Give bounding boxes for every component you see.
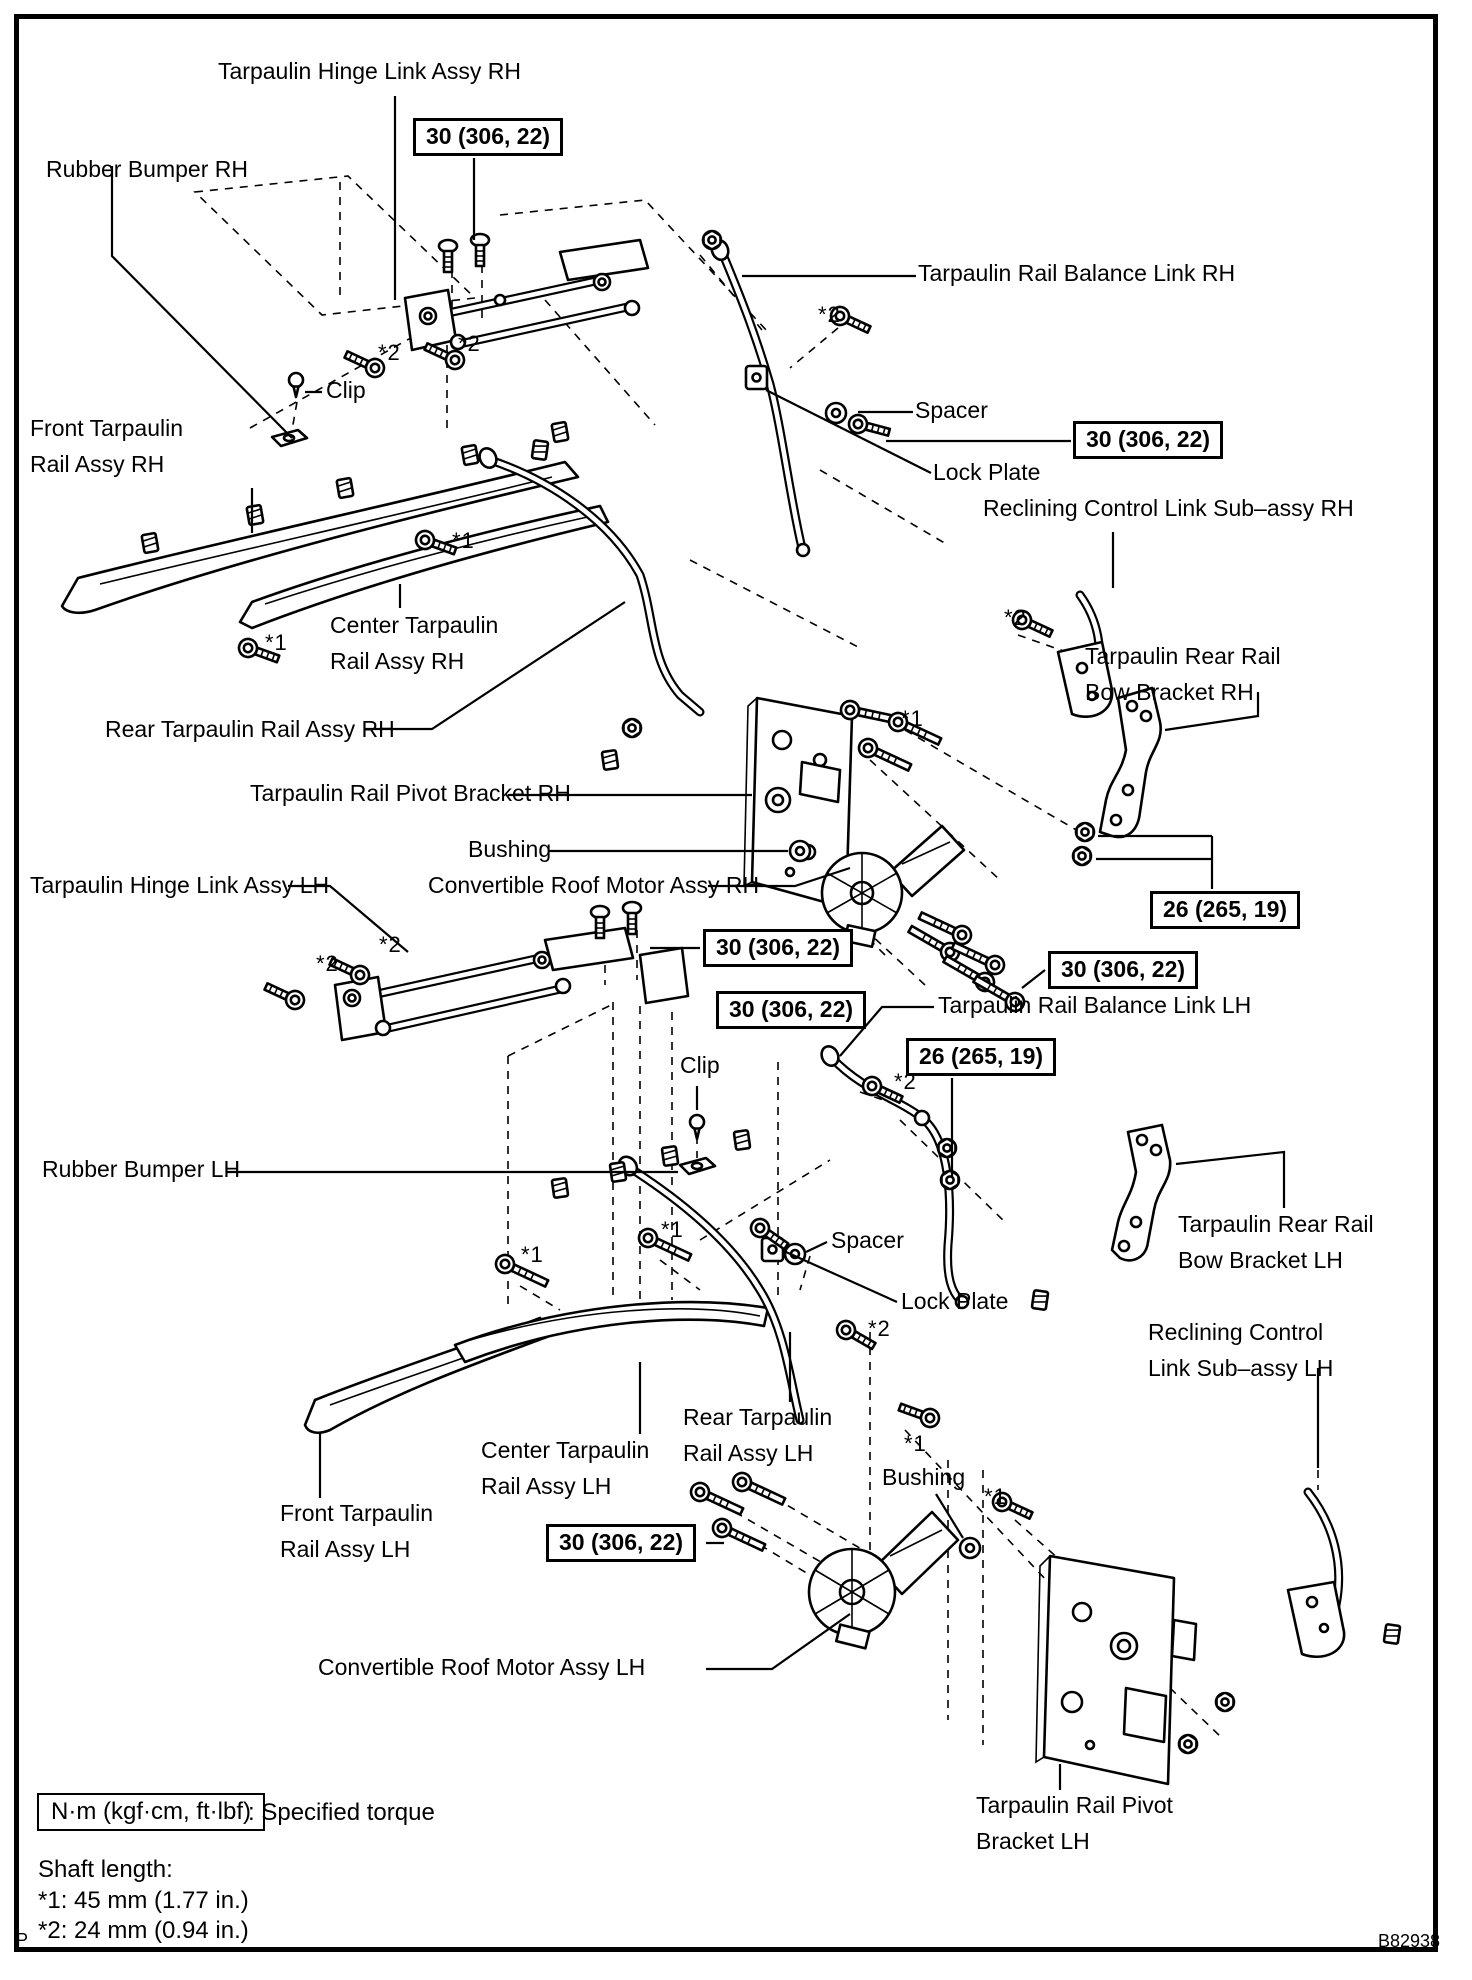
torque-box-26-lh: 26 (265, 19) [906,1038,1056,1076]
label-tarpaulin-hinge-link-assy-rh: Tarpaulin Hinge Link Assy RH [218,58,521,84]
tarpaulin-rail-pivot-bracket-lh-part [1036,1556,1196,1784]
center-tarpaulin-rail-rh-part [240,506,608,628]
label-rear-tarpaulin-rail-assy-lh-line2: Rail Assy LH [683,1440,814,1466]
marker-star2: *2 [379,932,402,957]
legend-marker-1: *1 [38,1887,61,1914]
label-front-tarpaulin-rail-assy-lh-line2: Rail Assy LH [280,1536,411,1562]
label-center-tarpaulin-rail-assy-lh-line1: Center Tarpaulin [481,1437,650,1463]
torque-box-30-lh-b: 30 (306, 22) [716,991,866,1029]
label-rear-tarpaulin-rail-assy-rh: Rear Tarpaulin Rail Assy RH [105,716,395,742]
label-tarpaulin-rear-rail-bow-bracket-rh-line2: Bow Bracket RH [1085,679,1254,705]
label-bushing-rh: Bushing [468,836,552,862]
label-reclining-control-link-sub-assy-lh-line1: Reclining Control [1148,1319,1324,1345]
rear-tarpaulin-rail-lh-part [615,1153,800,1420]
figure-code: B82938 [1378,1931,1441,1951]
marker-star1: *1 [984,1484,1007,1509]
legend-torque-unit-box: N·m (kgf·cm, ft·lbf) [37,1793,265,1831]
label-rubber-bumper-rh: Rubber Bumper RH [46,156,248,182]
rubber-bumper-lh-part [680,1158,715,1174]
marker-star1: *1 [904,1431,927,1456]
legend-shaft-1-value: : 45 mm (1.77 in.) [60,1887,249,1914]
label-center-tarpaulin-rail-assy-rh-line2: Rail Assy RH [330,648,465,674]
label-tarpaulin-rear-rail-bow-bracket-lh-line2: Bow Bracket LH [1178,1247,1343,1273]
label-bushing-lh: Bushing [882,1464,966,1490]
torque-box-30-lh-a: 30 (306, 22) [703,929,853,967]
marker-star2: *2 [458,331,481,356]
legend-shaft-length-1 [38,1887,249,1915]
marker-star1: *1 [265,630,288,655]
reclining-control-link-lh-part [1288,1492,1344,1657]
torque-box-30-rh-top: 30 (306, 22) [413,118,563,156]
marker-star2: *2 [378,340,401,365]
label-clip-lh: Clip [680,1052,720,1078]
label-lock-plate-lh: Lock Plate [901,1288,1009,1314]
label-convertible-roof-motor-assy-rh: Convertible Roof Motor Assy RH [428,872,760,898]
label-tarpaulin-rear-rail-bow-bracket-lh-line1: Tarpaulin Rear Rail [1178,1211,1374,1237]
label-tarpaulin-rail-pivot-bracket-rh: Tarpaulin Rail Pivot Bracket RH [250,780,571,806]
legend-shaft-2-value: : 24 mm (0.94 in.) [60,1917,249,1944]
label-tarpaulin-rail-pivot-bracket-lh-line2: Bracket LH [976,1828,1090,1854]
marker-star2: *2 [868,1316,891,1341]
marker-star1: *1 [901,706,924,731]
torque-box-30-rh-motor: 30 (306, 22) [1048,951,1198,989]
label-tarpaulin-rear-rail-bow-bracket-rh-line1: Tarpaulin Rear Rail [1085,643,1281,669]
legend-specified-torque: : Specified torque [248,1799,435,1826]
marker-star2: *2 [818,302,841,327]
clip-rh-part [289,373,303,397]
label-tarpaulin-hinge-link-assy-lh: Tarpaulin Hinge Link Assy LH [30,872,330,898]
marker-star1: *1 [521,1242,544,1267]
label-front-tarpaulin-rail-assy-lh-line1: Front Tarpaulin [280,1500,433,1526]
lock-plate-rh-part [746,366,767,389]
label-front-tarpaulin-rail-assy-rh-line2: Rail Assy RH [30,451,165,477]
marker-star2: *2 [894,1069,917,1094]
label-reclining-control-link-sub-assy-lh-line2: Link Sub–assy LH [1148,1355,1334,1381]
label-convertible-roof-motor-assy-lh: Convertible Roof Motor Assy LH [318,1654,646,1680]
marker-star1: *1 [452,528,475,553]
marker-star1: *1 [661,1217,684,1242]
torque-box-26-rh: 26 (265, 19) [1150,891,1300,929]
marker-star2: *2 [1004,605,1027,630]
marker-star2: *2 [316,951,339,976]
legend-marker-2: *2 [38,1917,61,1944]
tarpaulin-rear-rail-bow-bracket-rh-part [1100,688,1161,837]
legend-shaft-length-2 [38,1917,249,1945]
clip-lh-part [690,1115,704,1139]
label-rubber-bumper-lh: Rubber Bumper LH [42,1156,241,1182]
torque-box-30-lh-bottom: 30 (306, 22) [546,1524,696,1562]
label-tarpaulin-rail-balance-link-lh: Tarpaulin Rail Balance Link LH [938,992,1252,1018]
label-clip-rh: Clip [326,377,366,403]
label-center-tarpaulin-rail-assy-lh-line2: Rail Assy LH [481,1473,612,1499]
label-tarpaulin-rail-pivot-bracket-lh-line1: Tarpaulin Rail Pivot [976,1792,1173,1818]
legend-shaft-length-title: Shaft length: [38,1856,173,1883]
label-reclining-control-link-sub-assy-rh: Reclining Control Link Sub–assy RH [983,495,1354,521]
tarpaulin-hinge-link-assy-rh-part [405,240,648,350]
label-lock-plate-rh: Lock Plate [933,459,1041,485]
label-center-tarpaulin-rail-assy-rh-line1: Center Tarpaulin [330,612,499,638]
rubber-bumper-rh-part [272,430,307,446]
label-spacer-rh: Spacer [915,397,988,423]
label-spacer-lh: Spacer [831,1227,904,1253]
tarpaulin-rear-rail-bow-bracket-lh-part [1112,1125,1170,1260]
label-tarpaulin-rail-balance-link-rh: Tarpaulin Rail Balance Link RH [918,260,1236,286]
page-letter: P [16,1930,29,1950]
label-front-tarpaulin-rail-assy-rh-line1: Front Tarpaulin [30,415,183,441]
torque-box-30-rh-spacer: 30 (306, 22) [1073,421,1223,459]
label-rear-tarpaulin-rail-assy-lh-line1: Rear Tarpaulin [683,1404,833,1430]
